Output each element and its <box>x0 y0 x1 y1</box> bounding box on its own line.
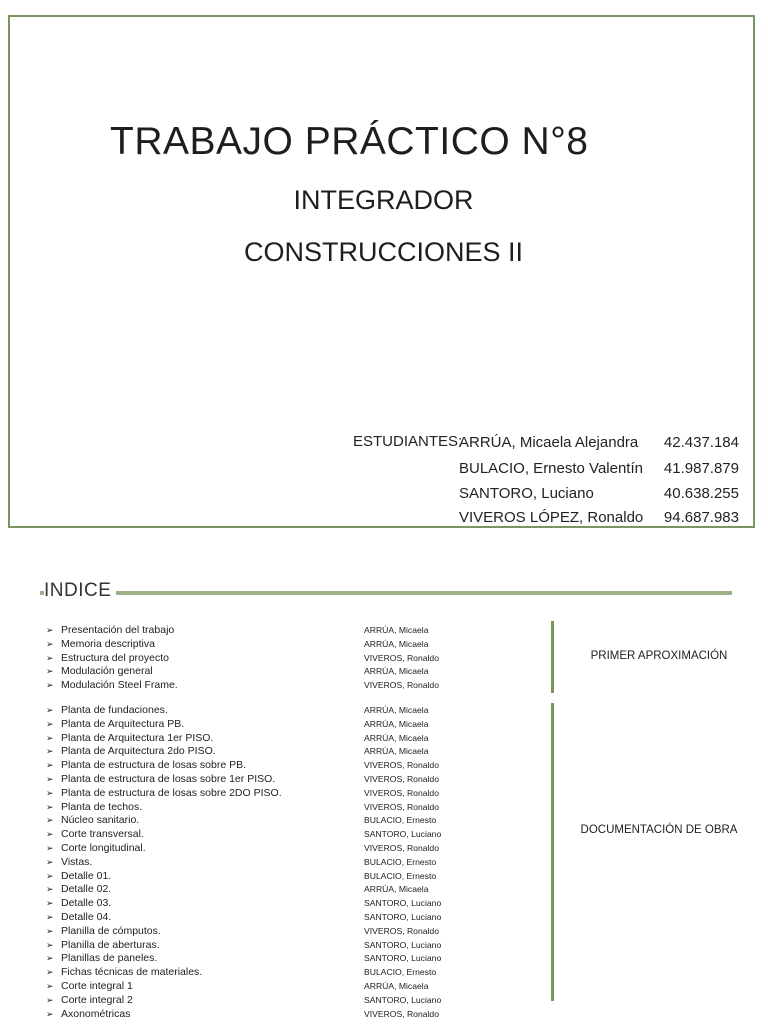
item-author: ARRÚA, Micaela <box>364 666 429 677</box>
cover-frame <box>8 15 755 528</box>
arrow-bullet-icon: ➢ <box>46 732 54 743</box>
student-name: SANTORO, Luciano <box>459 485 594 502</box>
list-item: ➢ Corte integral 1 ARRÚA, Micaela <box>46 979 429 992</box>
document-subtitle-integrador: INTEGRADOR <box>293 185 474 215</box>
item-author: VIVEROS, Ronaldo <box>364 652 439 663</box>
list-item: ➢ Planta de Arquitectura PB. ARRÚA, Micaela <box>46 717 429 730</box>
item-author: SANTORO, Luciano <box>364 911 442 922</box>
index-group-documentacion-de-obra <box>46 704 466 1021</box>
arrow-bullet-icon: ➢ <box>46 746 54 757</box>
list-item: ➢ Presentación del trabajo ARRÚA, Micaela <box>46 624 429 636</box>
list-item: ➢ Modulación general ARRÚA, Micaela <box>46 665 429 678</box>
list-item: ➢ Planta de Arquitectura 2do PISO. ARRÚA, Micaela <box>46 745 429 758</box>
student-name: VIVEROS LÓPEZ, Ronaldo <box>459 509 644 526</box>
arrow-bullet-icon: ➢ <box>46 652 54 663</box>
student-name: ARRÚA, Micaela Alejandra <box>459 434 639 451</box>
arrow-bullet-icon: ➢ <box>46 638 54 649</box>
arrow-bullet-icon: ➢ <box>46 718 54 729</box>
item-author: VIVEROS, Ronaldo <box>364 842 439 853</box>
arrow-bullet-icon: ➢ <box>46 925 54 936</box>
item-author: ARRÚA, Micaela <box>364 705 429 715</box>
list-item: ➢ Planta de techos. VIVEROS, Ronaldo <box>46 800 439 813</box>
item-author: ARRÚA, Micaela <box>364 638 429 649</box>
item-author: VIVEROS, Ronaldo <box>364 787 439 798</box>
arrow-bullet-icon: ➢ <box>46 815 54 826</box>
list-item: ➢ Detalle 03. SANTORO, Luciano <box>46 897 442 910</box>
list-item: ➢ Axonométricas VIVEROS, Ronaldo <box>46 1007 439 1020</box>
arrow-bullet-icon: ➢ <box>46 666 54 677</box>
arrow-bullet-icon: ➢ <box>46 842 54 853</box>
student-id: 41.987.879 <box>663 460 739 477</box>
item-author: ARRÚA, Micaela <box>364 732 429 743</box>
arrow-bullet-icon: ➢ <box>46 980 54 991</box>
index-divider <box>40 591 732 595</box>
item-author: VIVEROS, Ronaldo <box>364 801 439 812</box>
item-author: SANTORO, Luciano <box>364 953 442 964</box>
section-label-documentacion-de-obra: DOCUMENTACIÓN DE OBRA <box>580 824 738 836</box>
list-item: ➢ Vistas. BULACIO, Ernesto <box>46 855 437 868</box>
item-author: VIVEROS, Ronaldo <box>364 680 439 691</box>
arrow-bullet-icon: ➢ <box>46 870 54 881</box>
list-item: ➢ Núcleo sanitario. BULACIO, Ernesto <box>46 814 437 827</box>
list-item: ➢ Planilla de cómputos. VIVEROS, Ronaldo <box>46 924 439 937</box>
arrow-bullet-icon: ➢ <box>46 1008 54 1019</box>
item-author: BULACIO, Ernesto <box>364 815 437 826</box>
student-id: 40.638.255 <box>663 485 739 502</box>
list-item: ➢ Detalle 01. BULACIO, Ernesto <box>46 869 437 882</box>
arrow-bullet-icon: ➢ <box>46 856 54 867</box>
list-item: ➢ Planta de estructura de losas sobre 1er PISO. VIVEROS, Ronaldo <box>46 772 439 785</box>
arrow-bullet-icon: ➢ <box>46 939 54 950</box>
index-title: INDICE <box>44 580 112 601</box>
section-bar <box>551 703 554 1001</box>
list-item: ➢ Modulación Steel Frame. VIVEROS, Ronaldo <box>46 679 439 692</box>
item-author: SANTORO, Luciano <box>364 829 442 840</box>
list-item: ➢ Planta de estructura de losas sobre 2DO PISO. VIVEROS, Ronaldo <box>46 786 439 799</box>
arrow-bullet-icon: ➢ <box>46 787 54 798</box>
item-author: ARRÚA, Micaela <box>364 884 429 895</box>
list-item: ➢ Planta de fundaciones. ARRÚA, Micaela <box>46 704 429 716</box>
list-item: ➢ Planta de Arquitectura 1er PISO. ARRÚA, Micaela <box>46 731 429 744</box>
list-item: ➢ Detalle 04. SANTORO, Luciano <box>46 910 442 923</box>
list-item: ➢ Corte integral 2 SANTORO, Luciano <box>46 993 442 1006</box>
index-group-primer-aproximacion <box>46 624 466 693</box>
document-subtitle-course: CONSTRUCCIONES II <box>243 237 524 267</box>
student-id: 94.687.983 <box>663 509 739 526</box>
arrow-bullet-icon: ➢ <box>46 625 54 635</box>
arrow-bullet-icon: ➢ <box>46 953 54 964</box>
arrow-bullet-icon: ➢ <box>46 705 54 715</box>
item-author: ARRÚA, Micaela <box>364 980 429 991</box>
arrow-bullet-icon: ➢ <box>46 829 54 840</box>
item-author: SANTORO, Luciano <box>364 898 442 909</box>
item-author: ARRÚA, Micaela <box>364 718 429 729</box>
students-label: ESTUDIANTES: <box>353 433 463 450</box>
list-item: ➢ Planillas de paneles. SANTORO, Luciano <box>46 952 442 965</box>
arrow-bullet-icon: ➢ <box>46 898 54 909</box>
section-label-primer-aproximacion: PRIMER APROXIMACIÓN <box>590 650 728 662</box>
list-item: ➢ Memoria descriptiva ARRÚA, Micaela <box>46 637 429 650</box>
list-item: ➢ Corte transversal. SANTORO, Luciano <box>46 828 442 841</box>
list-item: ➢ Planilla de aberturas. SANTORO, Luciano <box>46 938 442 951</box>
list-item: ➢ Detalle 02. ARRÚA, Micaela <box>46 883 429 896</box>
list-item: ➢ Planta de estructura de losas sobre PB. VIVEROS, Ronaldo <box>46 759 439 772</box>
item-author: BULACIO, Ernesto <box>364 856 437 867</box>
document-title: TRABAJO PRÁCTICO N°8 <box>110 120 589 163</box>
list-item: ➢ Fichas técnicas de materiales. BULACIO, Ernesto <box>46 966 437 979</box>
item-author: SANTORO, Luciano <box>364 939 442 950</box>
item-author: VIVEROS, Ronaldo <box>364 1008 439 1019</box>
item-author: ARRÚA, Micaela <box>364 625 429 635</box>
arrow-bullet-icon: ➢ <box>46 967 54 978</box>
arrow-bullet-icon: ➢ <box>46 801 54 812</box>
arrow-bullet-icon: ➢ <box>46 911 54 922</box>
item-author: VIVEROS, Ronaldo <box>364 760 439 771</box>
item-author: BULACIO, Ernesto <box>364 870 437 881</box>
arrow-bullet-icon: ➢ <box>46 680 54 691</box>
arrow-bullet-icon: ➢ <box>46 884 54 895</box>
student-name: BULACIO, Ernesto Valentín <box>459 460 643 477</box>
student-id: 42.437.184 <box>663 434 739 451</box>
arrow-bullet-icon: ➢ <box>46 994 54 1005</box>
list-item: ➢ Corte longitudinal. VIVEROS, Ronaldo <box>46 841 439 854</box>
item-author: BULACIO, Ernesto <box>364 967 437 978</box>
item-author: VIVEROS, Ronaldo <box>364 925 439 936</box>
arrow-bullet-icon: ➢ <box>46 773 54 784</box>
list-item: ➢ Estructura del proyecto VIVEROS, Ronaldo <box>46 651 439 664</box>
item-author: VIVEROS, Ronaldo <box>364 773 439 784</box>
arrow-bullet-icon: ➢ <box>46 760 54 771</box>
item-author: ARRÚA, Micaela <box>364 746 429 757</box>
item-author: SANTORO, Luciano <box>364 994 442 1005</box>
